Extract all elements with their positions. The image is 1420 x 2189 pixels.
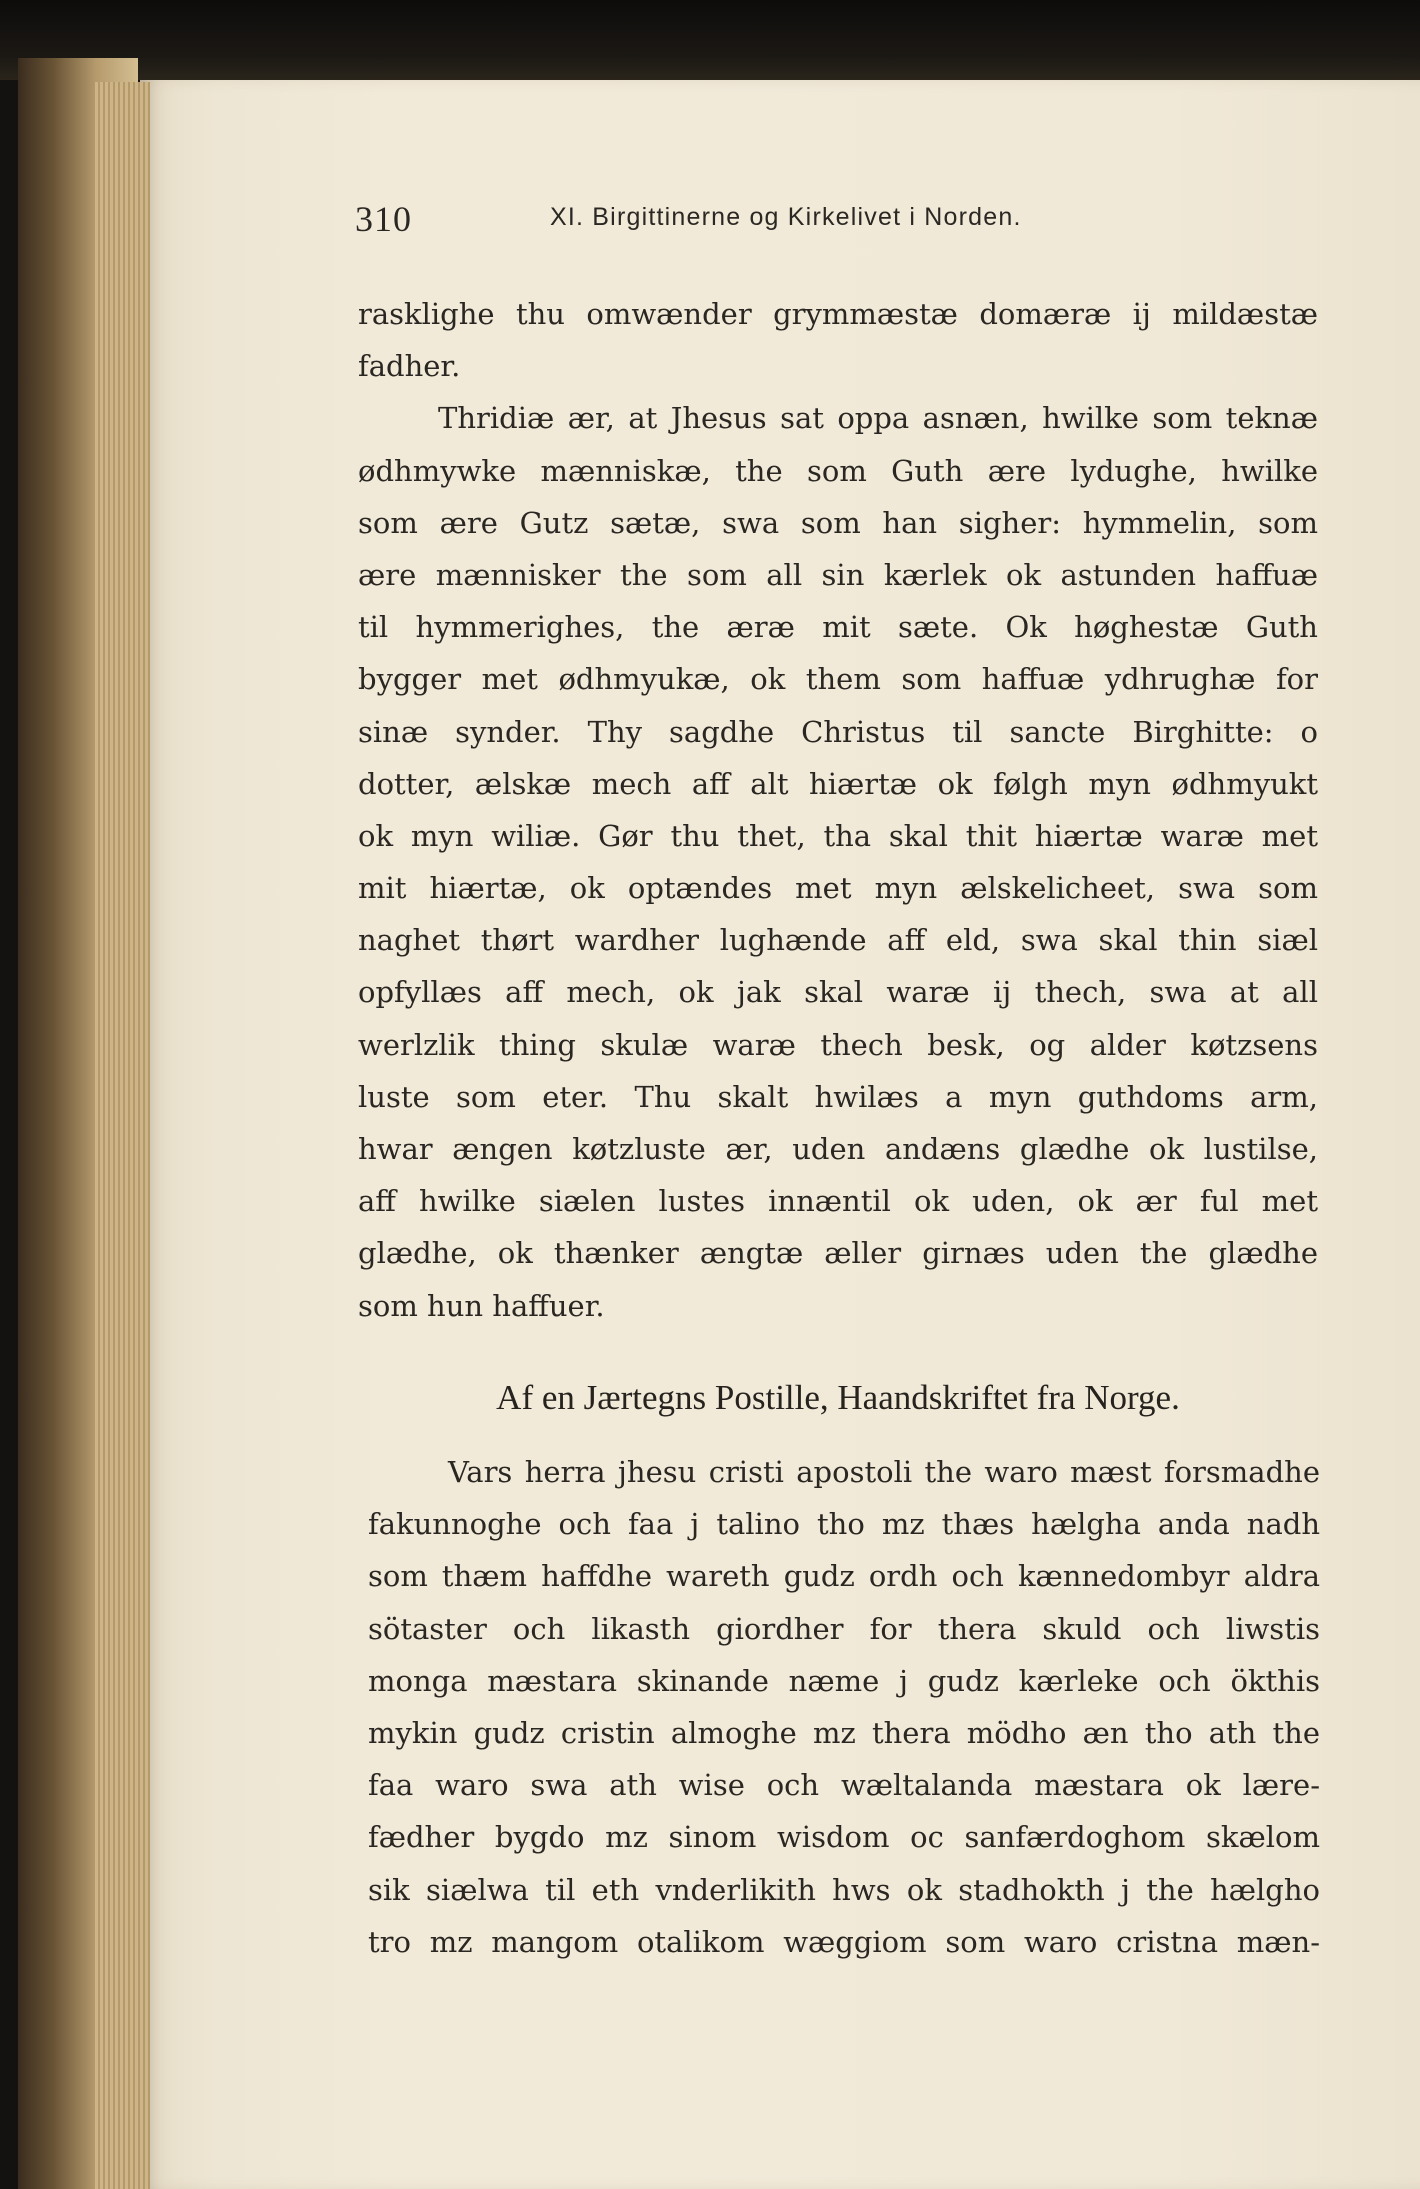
text-line: bygger met ødhmyukæ, ok them som haffuæ ydhrughæ for (358, 662, 1318, 697)
text-line: fakunnoghe och faa j talino tho mz thæs hælgha anda nadh (368, 1507, 1320, 1542)
passage-1 (358, 288, 1318, 1332)
text-line: som ære Gutz sætæ, swa som han sigher: hymmelin, som (358, 505, 1318, 540)
page-header (355, 198, 1255, 248)
text-line: ødhmywke mænniskæ, the som Guth ære lydughe, hwilke (358, 453, 1318, 488)
text-line: sinæ synder. Thy sagdhe Christus til sancte Birghitte: o (358, 714, 1318, 749)
text-line: hwar ængen køtzluste ær, uden andæns glædhe ok lustilse, (358, 1132, 1318, 1166)
text-line: ære mænnisker the som all sin kærlek ok astunden haffuæ (358, 557, 1318, 592)
passage-2 (368, 1446, 1320, 1968)
text-line: mykin gudz cristin almoghe mz thera mödho æn tho ath the (368, 1715, 1320, 1750)
text-line: til hymmerighes, the æræ mit sæte. Ok høghestæ Guth (358, 610, 1318, 645)
text-line: aff hwilke siælen lustes innæntil ok uden, ok ær ful met (358, 1184, 1318, 1219)
text-line: glædhe, ok thænker ængtæ æller girnæs uden the glædhe (358, 1236, 1318, 1271)
text-line: rasklighe thu omwænder grymmæstæ domæræ ij mildæstæ (358, 297, 1318, 331)
page-number: 310 (355, 199, 412, 239)
text-line: tro mz mangom otalikom wæggiom som waro cristna mæn- (368, 1924, 1320, 1959)
section-heading: Af en Jærtegns Postille, Haandskriftet fra Norge. (496, 1378, 1180, 1417)
text-line: fadher. (358, 349, 461, 384)
text-line: fædher bygdo mz sinom wisdom oc sanfærdoghom skælom (368, 1820, 1320, 1855)
text-line: mit hiærtæ, ok optændes met myn ælskelicheet, swa som (358, 871, 1318, 906)
text-line: werlzlik thing skulæ waræ thech besk, og alder køtzsens (358, 1027, 1318, 1062)
text-line: faa waro swa ath wise och wæltalanda mæstara ok lære- (368, 1768, 1320, 1803)
text-line: naghet thørt wardher lughænde aff eld, swa skal thin siæl (358, 923, 1318, 958)
text-line: dotter, ælskæ mech aff alt hiærtæ ok følgh myn ødhmyukt (358, 766, 1318, 801)
text-line: sik siælwa til eth vnderlikith hws ok stadhokth j the hælgho (368, 1872, 1320, 1907)
text-line: Thridiæ ær, at Jhesus sat oppa asnæn, hwilke som teknæ (438, 401, 1318, 436)
text-line: som hun haffuer. (358, 1288, 605, 1323)
text-line: sötaster och likasth giordher for thera skuld och liwstis (368, 1611, 1320, 1646)
text-line: luste som eter. Thu skalt hwilæs a myn guthdoms arm, (358, 1079, 1318, 1114)
text-line: monga mæstara skinande næme j gudz kærleke och ökthis (368, 1663, 1320, 1698)
text-line: ok myn wiliæ. Gør thu thet, tha skal thit hiærtæ waræ met (358, 818, 1318, 853)
running-head: XI. Birgittinerne og Kirkelivet i Norden. (550, 203, 1022, 231)
text-line: som thæm haffdhe wareth gudz ordh och kænnedombyr aldra (368, 1559, 1320, 1594)
text-line: opfyllæs aff mech, ok jak skal waræ ij thech, swa at all (358, 975, 1318, 1010)
text-line: Vars herra jhesu cristi apostoli the waro mæst forsmadhe (448, 1455, 1320, 1489)
page-stack-edge (95, 82, 150, 2189)
top-shadow (0, 0, 1420, 80)
